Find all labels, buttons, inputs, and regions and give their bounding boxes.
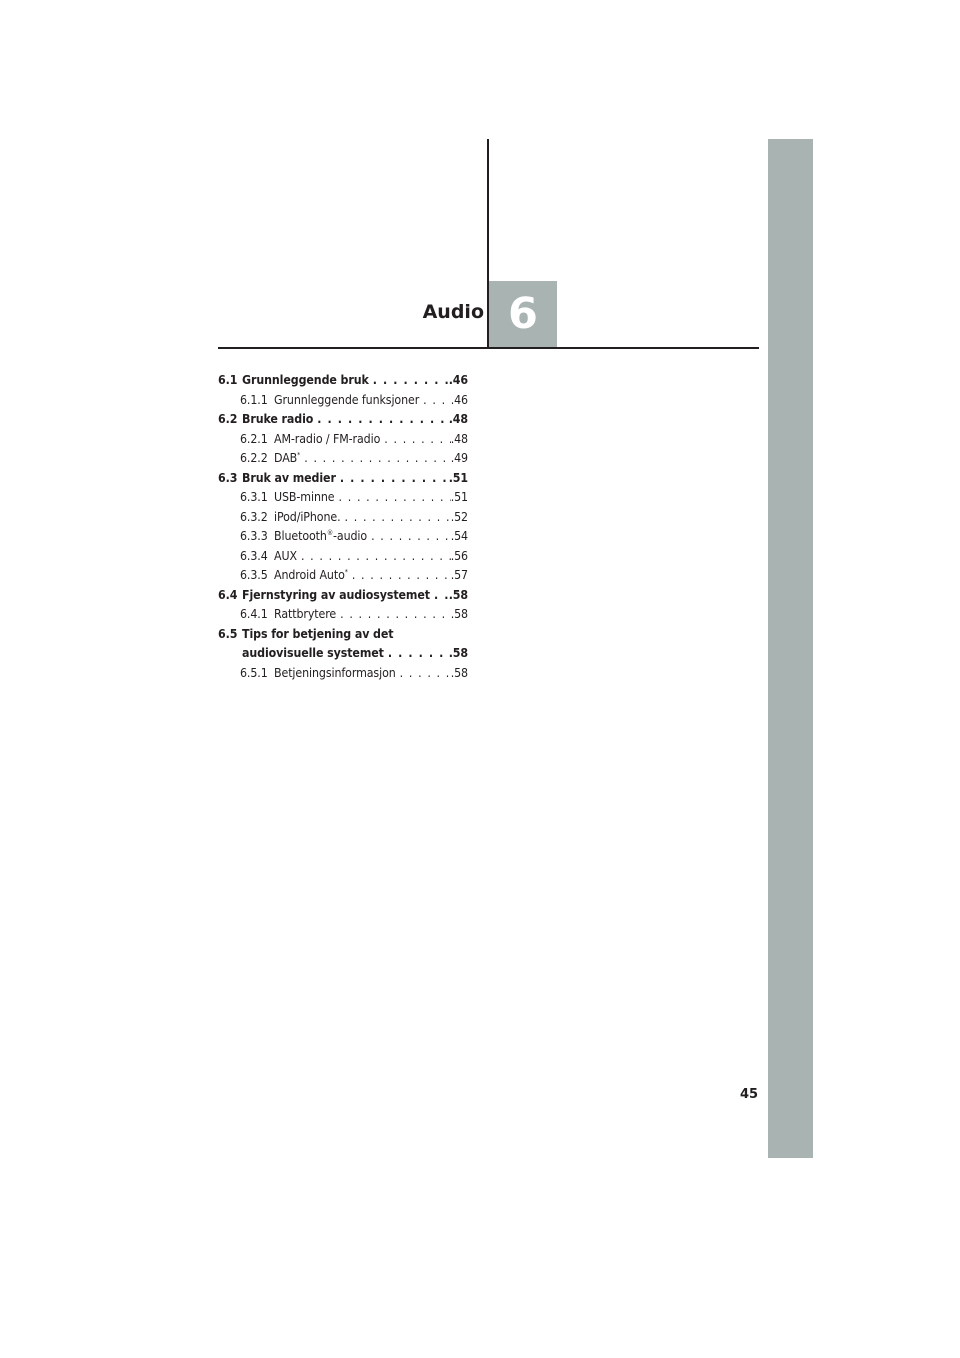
toc-label: Grunnleggende bruk: [242, 373, 369, 387]
toc-label: Bruk av medier: [242, 470, 336, 485]
asterisk-mark: *: [344, 568, 348, 576]
registered-mark: ®: [326, 529, 334, 537]
toc-page: .46: [450, 392, 468, 407]
toc-label: Betjeningsinformasjon: [274, 665, 396, 680]
toc-entry-6-1-1[interactable]: [218, 393, 468, 413]
toc-number: 6.2: [218, 412, 238, 426]
toc-entry-6-1[interactable]: [218, 373, 468, 393]
toc-number: 6.3: [218, 470, 238, 485]
toc-leader: [300, 451, 450, 465]
toc-page: .54: [450, 529, 468, 543]
toc-entry-6-4-1[interactable]: [218, 607, 468, 627]
toc-number: 6.5: [218, 626, 238, 641]
toc-number: 6.3.1: [240, 490, 268, 504]
toc-entry-6-5[interactable]: [218, 627, 468, 647]
toc-label: AUX: [274, 548, 297, 563]
toc-leader: [380, 432, 450, 446]
toc-entry-6-3-4[interactable]: [218, 549, 468, 569]
toc-entry-6-3-1[interactable]: [218, 490, 468, 510]
toc-leader: [336, 607, 451, 621]
toc-label: Bluetooth®-audio: [274, 529, 368, 543]
toc-label: DAB*: [274, 451, 301, 465]
toc-number: 6.4.1: [240, 607, 268, 621]
toc-label: Grunnleggende funksjoner: [274, 392, 420, 407]
toc-label: AM-radio / FM-radio: [274, 431, 381, 446]
toc-page: .57: [450, 568, 468, 582]
toc-number: 6.2.2: [240, 451, 268, 465]
toc-entry-6-2[interactable]: [218, 412, 468, 432]
toc-page: .56: [450, 548, 468, 563]
toc-page: .46: [448, 373, 468, 387]
toc-label: Android Auto*: [274, 568, 348, 582]
toc-label: Tips for betjening av det: [242, 626, 394, 641]
page-number: 45: [740, 1087, 759, 1102]
chapter-number: 6: [508, 289, 538, 339]
toc-entry-6-3-2[interactable]: [218, 510, 468, 530]
toc-page: .48: [450, 431, 468, 446]
toc-page: .58: [448, 646, 468, 660]
asterisk-mark: *: [297, 451, 301, 459]
toc-leader: [367, 529, 451, 543]
chapter-number-box: [489, 281, 557, 347]
toc-label: USB-minne: [274, 490, 335, 504]
toc-page: .58: [450, 607, 468, 621]
toc-leader: [341, 510, 451, 524]
toc-entry-6-2-2[interactable]: [218, 451, 468, 471]
toc-number: 6.5.1: [240, 665, 268, 680]
toc-number: 6.4: [218, 587, 238, 602]
toc-number: 6.3.2: [240, 509, 268, 524]
toc-entry-6-5-continued[interactable]: [218, 646, 468, 666]
toc-leader: [430, 588, 449, 602]
toc-page: .51: [450, 490, 468, 504]
toc-label: iPod/iPhone.: [274, 509, 341, 524]
toc-number: 6.1.1: [240, 392, 268, 407]
toc-page: .58: [450, 665, 468, 680]
chapter-side-tab: [768, 139, 813, 1158]
toc-entry-6-2-1[interactable]: [218, 432, 468, 452]
toc-label: Fjernstyring av audiosystemet: [242, 587, 430, 602]
toc-leader: [369, 373, 449, 387]
toc-number: 6.3.5: [240, 568, 268, 582]
toc-page: .58: [448, 587, 468, 602]
toc-leader: [313, 412, 448, 426]
toc-label: audiovisuelle systemet: [242, 646, 384, 660]
table-of-contents: [218, 373, 468, 685]
toc-number: 6.3.4: [240, 548, 268, 563]
header-horizontal-rule: [218, 347, 759, 349]
chapter-title: Audio: [422, 301, 484, 323]
toc-leader: [384, 646, 449, 660]
toc-entry-6-3-5[interactable]: [218, 568, 468, 588]
toc-number: 6.1: [218, 373, 238, 387]
toc-number: 6.2.1: [240, 431, 268, 446]
toc-label: Rattbrytere: [274, 607, 337, 621]
toc-page: .51: [448, 470, 468, 485]
toc-leader: [396, 666, 451, 680]
toc-number: 6.3.3: [240, 529, 268, 543]
toc-entry-6-4[interactable]: [218, 588, 468, 608]
toc-page: .49: [450, 451, 468, 465]
toc-leader: [419, 393, 451, 407]
toc-leader: [335, 490, 451, 504]
toc-page: .52: [450, 509, 468, 524]
toc-entry-6-5-1[interactable]: [218, 666, 468, 686]
toc-label: Bruke radio: [242, 412, 314, 426]
toc-entry-6-3-3[interactable]: [218, 529, 468, 549]
toc-leader: [297, 549, 451, 563]
toc-leader: [336, 471, 449, 485]
toc-leader: [348, 568, 451, 582]
toc-entry-6-3[interactable]: [218, 471, 468, 491]
toc-page: .48: [448, 412, 468, 426]
